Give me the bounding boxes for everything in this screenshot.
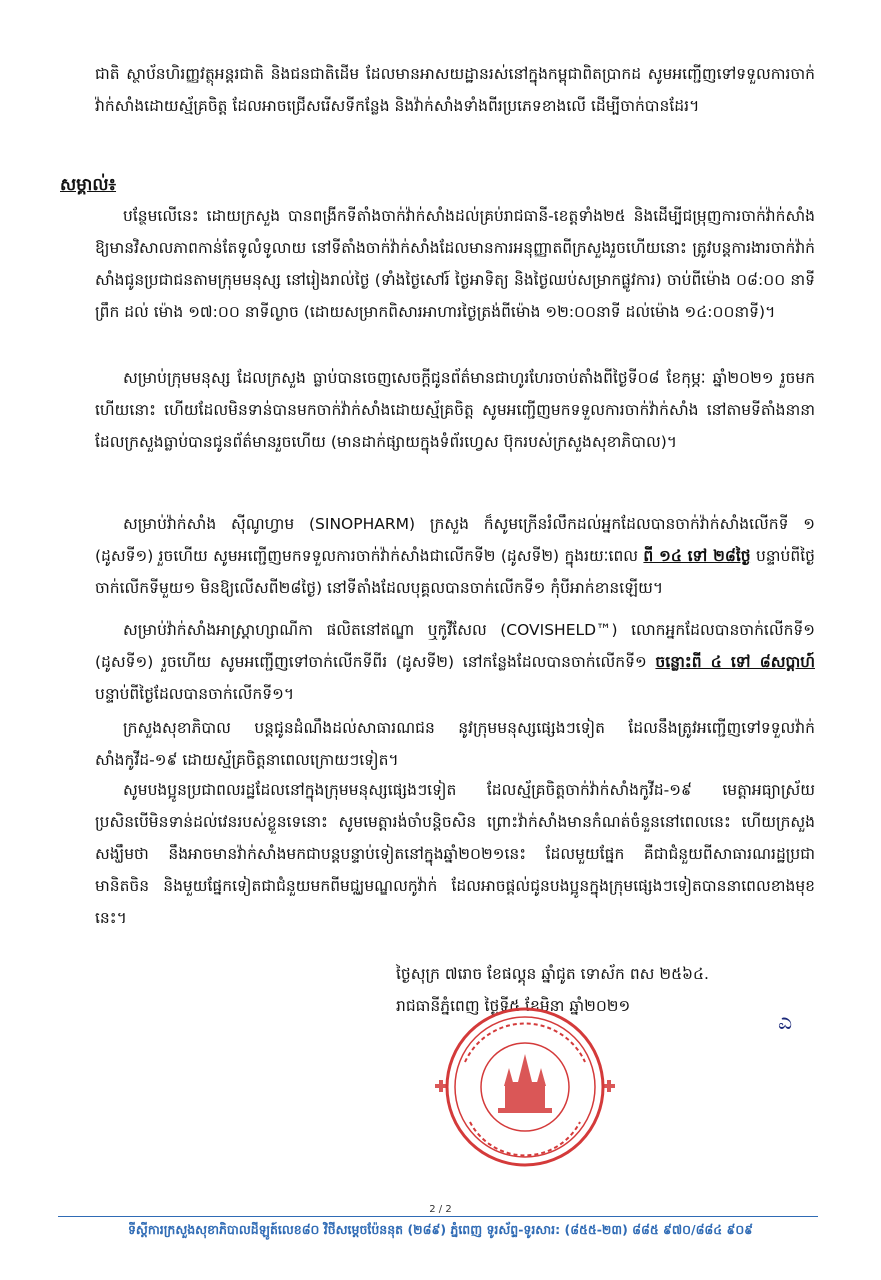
footer-divider [58,1216,818,1217]
sinopharm-text-after: បន្ទាប់ពីថ្ងៃចាក់លើកទីមួយ១ មិនឱ្យលើសពី២៨ថ្ងៃ) នៅទីតាំងដែលបុគ្គលបានចាក់លើកទី១ កុំបីអាក់ខានឡើយ។ [95,547,815,597]
note-title: សម្គាល់៖ [60,175,117,195]
paragraph-other-groups: ក្រសួងសុខាភិបាល បន្តជូនដំណឹងដល់សាធារណជន នូវក្រុមមនុស្សផ្សេងៗទៀត ដែលនឹងត្រូវអញ្ជើញទៅទទួលវ៉ាក់សាំងកូវីដ-១៩ ដោយស្ម័គ្រចិត្តនាពេលក្រោយៗទៀត។ [95,719,815,769]
signature-initials: ಎ [778,1010,793,1035]
covishield-text-before: សម្រាប់វ៉ាក់សាំងអាស្ត្រាហ្សាណីកា ផលិតនៅឥណ្ឌា ឬកូវីសែល (COVISHELD™) លោកអ្នកដែលបានចាក់លើកទី១ (ដូសទី១) រួចហើយ សូមអញ្ជើញទៅចាក់លើកទីពីរ (ដូសទី២) នៅកន្លែងដែលបានចាក់លើកទី១ [95,621,815,671]
paragraph-patience: សូមបងប្អូនប្រជាពលរដ្ឋដែលនៅក្នុងក្រុមមនុស្សផ្សេងៗទៀត ដែលស្ម័គ្រចិត្តចាក់វ៉ាក់សាំងកូវីដ-១៩ មេត្តាអធ្យាស្រ័យប្រសិនបើមិនទាន់ដល់វេនរបស់ខ្លួនទេនោះ សូមមេត្តារង់ចាំបន្តិចសិន ព្រោះវ៉ាក់សាំងមានកំណត់ចំនួននៅពេលនេះ ហើយក្រសួង សង្ឃឹមថា នឹងអាចមានវ៉ាក់សាំងមកជាបន្តបន្ទាប់ទៀតនៅក្នុងឆ្នាំ២០២១នេះ ដែលមួយផ្នែក គឺជាជំនួយពីសាធារណរដ្ឋប្រជាមានិតចិន និងមួយផ្នែកទៀតជាជំនួយមកពីមជ្ឈមណ្ឌលកូវ៉ាក់ ដែលអាចផ្តល់ជូនបងប្អូនក្នុងក្រុមផ្សេងៗទៀតបាននាពេលខាងមុខនេះ។ [95,781,815,927]
date-solar: រាជធានីភ្នំពេញ ថ្ងៃទី៥ ខែមិនា ឆ្នាំ២០២១ [396,997,631,1015]
date-lunar: ថ្ងៃសុក្រ ៧រោច ខែផល្គុន ឆ្នាំជូត ទោស័ក ពស ២៥៦៤. [396,965,709,983]
sinopharm-interval: ពី ១៤ ទៅ ២៨ថ្ងៃ [643,547,751,565]
paragraph-extension: បន្ថែមលើនេះ ដោយក្រសួង បានពង្រីកទីតាំងចាក់វ៉ាក់សាំងដល់គ្រប់រាជធានី-ខេត្តទាំង២៥ និងដើម្បីជម្រុញការចាក់វ៉ាក់សាំងឱ្យមានវិសាលភាពកាន់តែទូលំទូលាយ នៅទីតាំងចាក់វ៉ាក់សាំងដែលមានការអនុញ្ញាតពីក្រសួងរួចហើយនោះ ត្រូវបន្តការងារចាក់វ៉ាក់សាំងជូនប្រជាជនតាមក្រុមមនុស្ស នៅរៀងរាល់ថ្ងៃ (ទាំងថ្ងៃសៅរ៍ ថ្ងៃអាទិត្យ និងថ្ងៃឈប់សម្រាកផ្លូវការ) ចាប់ពីម៉ោង ០៨:០០ នាទីព្រឹក ដល់ ម៉ោង ១៧:០០ នាទីល្ងាច (ដោយសម្រាកពិសារអាហារថ្ងៃត្រង់ពីម៉ោង ១២:០០នាទី ដល់ម៉ោង ១៤:០០នាទី)។ [95,207,815,321]
covishield-text-after: បន្ទាប់ពីថ្ងៃដែលបានចាក់លើកទី១។ [95,685,295,703]
covishield-interval: ចន្លោះពី ៤ ទៅ ៨សប្តាហ៍ [655,653,815,671]
intro-paragraph: ជាតិ ស្ថាប័នហិរញ្ញវត្ថុអន្តរជាតិ និងជនជាតិដើម ដែលមានអាសយដ្ឋានរស់នៅក្នុងកម្ពុជាពិតប្រាកដ សូមអញ្ជើញទៅទទួលការចាក់វ៉ាក់សាំងដោយស្ម័គ្រចិត្ត ដែលអាចជ្រើសរើសទីកន្លែង និងវ៉ាក់សាំងទាំងពីរប្រភេទខាងលើ ដើម្បីចាក់បានដែរ។ [95,65,815,115]
page-number: 2 / 2 [429,1204,452,1215]
ministry-seal-stamp [420,1002,630,1172]
sinopharm-text-before: សម្រាប់វ៉ាក់សាំង ស៊ីណូហ្វាម (SINOPHARM) ក្រសួង ក៏សូមក្រើនរំលឹកដល់អ្នកដែលបានចាក់វ៉ាក់សាំងលើកទី ១ (ដូសទី១) រួចហើយ សូមអញ្ជើញមកទទួលការចាក់វ៉ាក់សាំងជាលើកទី២ (ដូសទី២) ក្នុងរយៈពេល [95,515,815,565]
footer-address: ទីស្តីការក្រសួងសុខាភិបាលដីឡូត៍លេខ៨០ វិថីសម្តេចប៉ែននុត (២៨៩) ភ្នំពេញ ទូរស័ព្ទ-ទូរសារ: (៨៥៥-២៣) ៨៨៥ ៩៧០/៨៨៤ ៩០៩ [127,1222,754,1237]
paragraph-previous-groups: សម្រាប់ក្រុមមនុស្ស ដែលក្រសួង ធ្លាប់បានចេញសេចក្តីជូនព័ត៌មានជាហូរហែរចាប់តាំងពីថ្ងៃទី០៨ ខែកុម្ភៈ ឆ្នាំ២០២១ រួចមកហើយនោះ ហើយដែលមិនទាន់បានមកចាក់វ៉ាក់សាំងដោយស្ម័គ្រចិត្ត សូមអញ្ជើញមកទទួលការចាក់វ៉ាក់សាំង នៅតាមទីតាំងនានាដែលក្រសួងធ្លាប់បានជូនព័ត៌មានរួចហើយ (មានដាក់ផ្សាយក្នុងទំព័រហ្វេស ប៊ុករបស់ក្រសួងសុខាភិបាល)។ [95,369,815,451]
paragraph-covishield [95,614,815,710]
paragraph-sinopharm [95,508,815,604]
